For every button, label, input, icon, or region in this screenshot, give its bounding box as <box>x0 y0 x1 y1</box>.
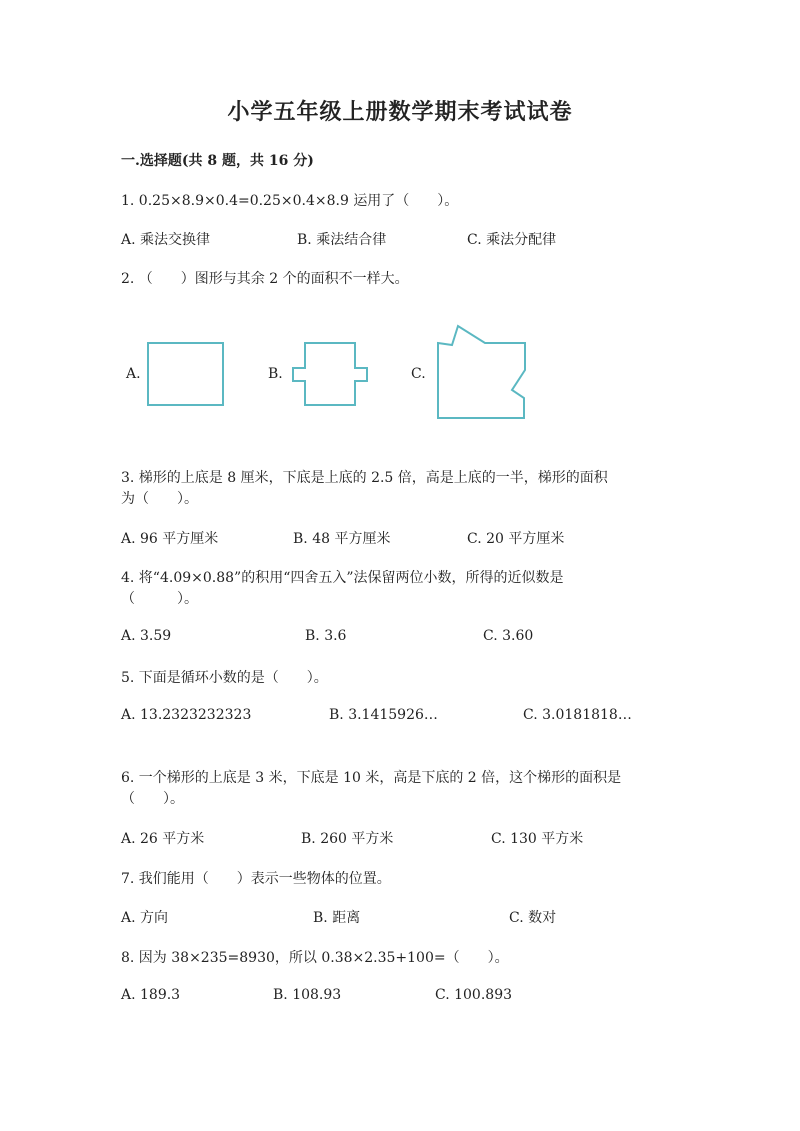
q1-option-c: C. 乘法分配律 <box>467 232 557 248</box>
question-6-line-2: （ ）。 <box>121 791 184 807</box>
q8-option-a: A. 189.3 <box>121 987 181 1003</box>
q5-option-c: C. 3.0181818… <box>523 707 632 723</box>
question-8: 8. 因为 38×235=8930，所以 0.38×2.35+100=（ ）。 <box>121 950 509 966</box>
page-title: 小学五年级上册数学期末考试试卷 <box>227 99 573 125</box>
question-5: 5. 下面是循环小数的是（ ）。 <box>121 670 328 686</box>
q1-option-a: A. 乘法交换律 <box>121 232 211 248</box>
figure-label-b: B. <box>268 366 283 382</box>
shape-figures <box>110 318 550 428</box>
q6-option-a: A. 26 平方米 <box>121 831 205 847</box>
question-7: 7. 我们能用（ ）表示一些物体的位置。 <box>121 871 391 887</box>
q6-option-b: B. 260 平方米 <box>301 831 394 847</box>
q8-option-b: B. 108.93 <box>273 987 342 1003</box>
q4-option-a: A. 3.59 <box>121 628 172 644</box>
section-heading: 一.选择题(共 8 题，共 16 分) <box>121 153 314 169</box>
q3-option-a: A. 96 平方厘米 <box>121 531 219 547</box>
q7-option-a: A. 方向 <box>121 910 169 926</box>
figure-label-c: C. <box>411 366 426 382</box>
q8-option-c: C. 100.893 <box>435 987 513 1003</box>
q1-option-b: B. 乘法结合律 <box>297 232 387 248</box>
shape-c-irregular-shape <box>438 326 525 418</box>
q7-option-b: B. 距离 <box>313 910 361 926</box>
q5-option-a: A. 13.2323232323 <box>121 707 252 723</box>
q3-option-c: C. 20 平方厘米 <box>467 531 565 547</box>
question-2: 2. （ ）图形与其余 2 个的面积不一样大。 <box>121 271 409 287</box>
q7-option-c: C. 数对 <box>509 910 557 926</box>
shape-b-notched-shape <box>293 343 367 405</box>
q3-option-b: B. 48 平方厘米 <box>293 531 391 547</box>
q5-option-b: B. 3.1415926… <box>329 707 438 723</box>
question-1: 1. 0.25×8.9×0.4=0.25×0.4×8.9 运用了（ ）。 <box>121 193 459 209</box>
question-6-line-1: 6. 一个梯形的上底是 3 米，下底是 10 米，高是下底的 2 倍，这个梯形的面积是 <box>121 770 622 786</box>
q4-option-c: C. 3.60 <box>483 628 534 644</box>
question-4-line-2: （ ）。 <box>121 591 198 607</box>
question-3-line-2: 为（ ）。 <box>121 491 198 507</box>
figure-label-a: A. <box>126 366 141 382</box>
q4-option-b: B. 3.6 <box>305 628 347 644</box>
question-4-line-1: 4. 将“4.09×0.88”的积用“四舍五入”法保留两位小数，所得的近似数是 <box>121 570 564 586</box>
q6-option-c: C. 130 平方米 <box>491 831 584 847</box>
question-3-line-1: 3. 梯形的上底是 8 厘米，下底是上底的 2.5 倍，高是上底的一半，梯形的面积 <box>121 470 608 486</box>
shape-a-rectangle <box>148 343 223 405</box>
